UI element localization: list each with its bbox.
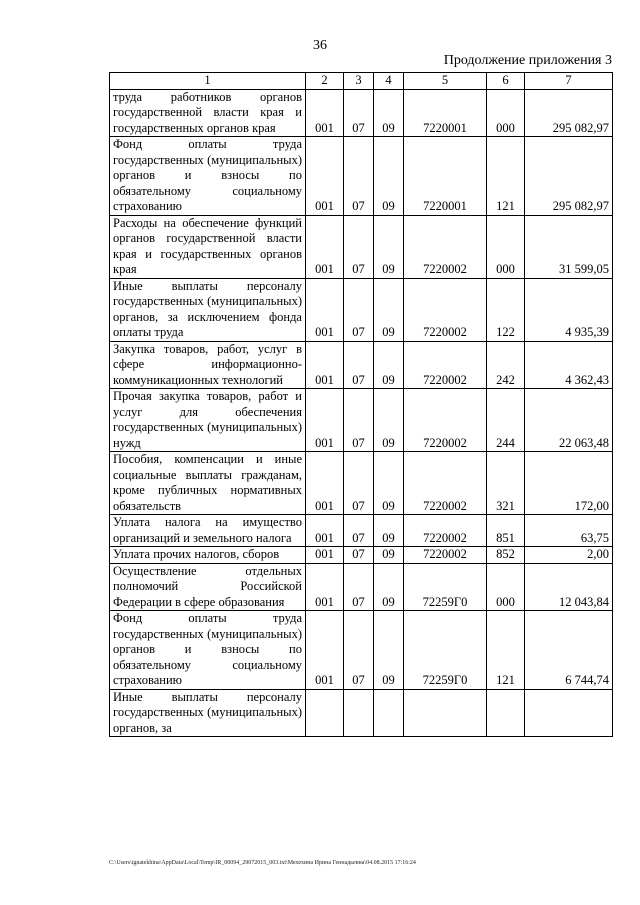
- table-row: [110, 611, 613, 690]
- code-column-6: 000: [487, 89, 525, 137]
- row-description: труда работников органов государственной власти края и государственных органов края: [110, 89, 306, 137]
- row-description: Фонд оплаты труда государственных (муниципальных) органов и взносы по обязательному социальному страхованию: [110, 611, 306, 690]
- row-description: Иные выплаты персоналу государственных (муниципальных) органов, за: [110, 689, 306, 737]
- code-column-6: 851: [487, 515, 525, 547]
- page-number: 36: [313, 38, 327, 53]
- code-column-4: 09: [374, 278, 404, 341]
- table-row: [110, 389, 613, 452]
- header-row: [110, 73, 613, 90]
- code-column-6: 122: [487, 278, 525, 341]
- code-column-5: 7220002: [404, 389, 487, 452]
- code-column-4: 09: [374, 137, 404, 216]
- row-description: Прочая закупка товаров, работ и услуг для обеспечения государственных (муниципальных) нужд: [110, 389, 306, 452]
- row-description: Осуществление отдельных полномочий Российской Федерации в сфере образования: [110, 563, 306, 611]
- budget-table: [109, 72, 613, 737]
- code-column-2: 001: [306, 547, 344, 564]
- code-column-5: 7220002: [404, 547, 487, 564]
- row-amount: 6 744,74: [525, 611, 613, 690]
- code-column-3: 07: [344, 547, 374, 564]
- code-column-5: 7220001: [404, 137, 487, 216]
- code-column-3: 07: [344, 611, 374, 690]
- code-column-4: 09: [374, 89, 404, 137]
- code-column-6: 000: [487, 215, 525, 278]
- code-column-5: 7220002: [404, 341, 487, 389]
- code-column-3: 07: [344, 341, 374, 389]
- code-column-2: 001: [306, 515, 344, 547]
- code-column-5: 7220002: [404, 515, 487, 547]
- code-column-5: 72259Г0: [404, 563, 487, 611]
- table-row: [110, 89, 613, 137]
- row-amount: [525, 689, 613, 737]
- code-column-2: 001: [306, 341, 344, 389]
- table-body: [110, 89, 613, 737]
- code-column-3: 07: [344, 137, 374, 216]
- column-header: 7: [525, 73, 613, 90]
- row-amount: 295 082,97: [525, 137, 613, 216]
- table-row: [110, 563, 613, 611]
- row-amount: 12 043,84: [525, 563, 613, 611]
- code-column-2: 001: [306, 278, 344, 341]
- code-column-3: 07: [344, 89, 374, 137]
- row-description: Уплата прочих налогов, сборов: [110, 547, 306, 564]
- code-column-4: 09: [374, 389, 404, 452]
- code-column-3: [344, 689, 374, 737]
- code-column-6: 244: [487, 389, 525, 452]
- footer-file-path: C:\Users\ignatekhina\AppData\Local\Temp\IR_00094_29072015_003.txt\Мехехина Ирина Геннадьевна\04.08.2015 17:16:24: [109, 860, 416, 866]
- continuation-note: Продолжение приложения 3: [443, 53, 612, 68]
- code-column-5: 7220002: [404, 278, 487, 341]
- code-column-5: [404, 689, 487, 737]
- row-description: Расходы на обеспечение функций органов государственной власти края и государственных органов края: [110, 215, 306, 278]
- column-header: 1: [110, 73, 306, 90]
- table-row: [110, 515, 613, 547]
- code-column-3: 07: [344, 563, 374, 611]
- table-row: [110, 689, 613, 737]
- row-amount: 63,75: [525, 515, 613, 547]
- code-column-3: 07: [344, 215, 374, 278]
- code-column-6: 852: [487, 547, 525, 564]
- row-description: Иные выплаты персоналу государственных (муниципальных) органов, за исключением фонда оплаты труда: [110, 278, 306, 341]
- code-column-5: 7220002: [404, 215, 487, 278]
- code-column-2: 001: [306, 452, 344, 515]
- code-column-4: 09: [374, 547, 404, 564]
- row-amount: 22 063,48: [525, 389, 613, 452]
- code-column-2: 001: [306, 89, 344, 137]
- table-row: [110, 547, 613, 564]
- table-row: [110, 137, 613, 216]
- row-amount: 31 599,05: [525, 215, 613, 278]
- table-row: [110, 215, 613, 278]
- code-column-4: 09: [374, 215, 404, 278]
- code-column-2: 001: [306, 215, 344, 278]
- code-column-2: [306, 689, 344, 737]
- code-column-6: [487, 689, 525, 737]
- column-header: 4: [374, 73, 404, 90]
- column-header: 2: [306, 73, 344, 90]
- row-amount: 295 082,97: [525, 89, 613, 137]
- code-column-6: 000: [487, 563, 525, 611]
- column-header: 6: [487, 73, 525, 90]
- row-amount: 2,00: [525, 547, 613, 564]
- code-column-4: [374, 689, 404, 737]
- code-column-4: 09: [374, 563, 404, 611]
- code-column-2: 001: [306, 389, 344, 452]
- code-column-4: 09: [374, 515, 404, 547]
- code-column-4: 09: [374, 452, 404, 515]
- code-column-6: 121: [487, 611, 525, 690]
- code-column-6: 242: [487, 341, 525, 389]
- code-column-5: 7220002: [404, 452, 487, 515]
- code-column-3: 07: [344, 515, 374, 547]
- code-column-3: 07: [344, 278, 374, 341]
- row-description: Пособия, компенсации и иные социальные выплаты гражданам, кроме публичных нормативных обязательств: [110, 452, 306, 515]
- row-description: Фонд оплаты труда государственных (муниципальных) органов и взносы по обязательному социальному страхованию: [110, 137, 306, 216]
- code-column-5: 7220001: [404, 89, 487, 137]
- code-column-3: 07: [344, 452, 374, 515]
- table-row: [110, 341, 613, 389]
- table-row: [110, 278, 613, 341]
- row-description: Закупка товаров, работ, услуг в сфере информационно-коммуникационных технологий: [110, 341, 306, 389]
- code-column-2: 001: [306, 611, 344, 690]
- code-column-3: 07: [344, 389, 374, 452]
- code-column-6: 321: [487, 452, 525, 515]
- code-column-4: 09: [374, 341, 404, 389]
- row-amount: 4 362,43: [525, 341, 613, 389]
- code-column-2: 001: [306, 137, 344, 216]
- table-row: [110, 452, 613, 515]
- code-column-5: 72259Г0: [404, 611, 487, 690]
- code-column-6: 121: [487, 137, 525, 216]
- row-amount: 4 935,39: [525, 278, 613, 341]
- column-header: 3: [344, 73, 374, 90]
- code-column-2: 001: [306, 563, 344, 611]
- column-header: 5: [404, 73, 487, 90]
- row-description: Уплата налога на имущество организаций и земельного налога: [110, 515, 306, 547]
- row-amount: 172,00: [525, 452, 613, 515]
- code-column-4: 09: [374, 611, 404, 690]
